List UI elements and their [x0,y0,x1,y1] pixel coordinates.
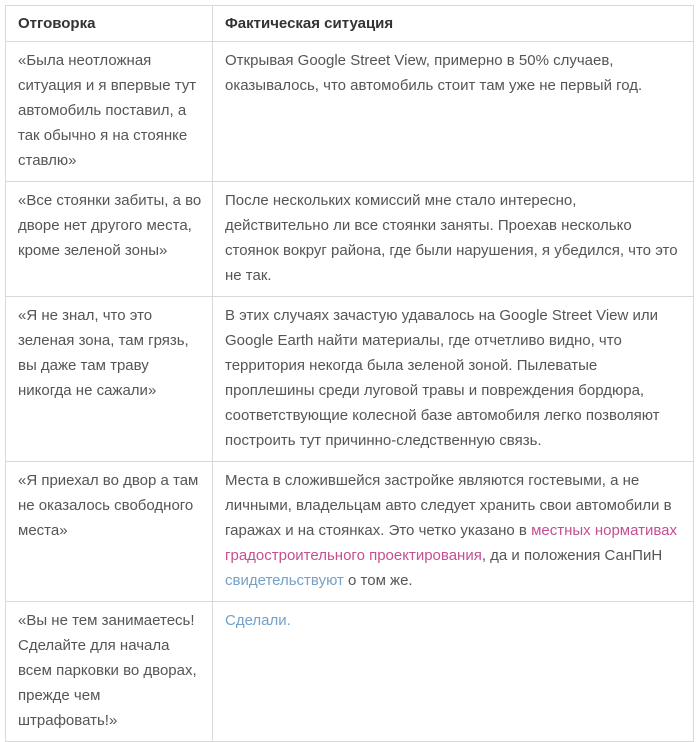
fact-cell [213,42,694,182]
column-header-fact: Фактическая ситуация [213,6,694,42]
fact-cell [213,462,694,602]
text-segment: , да и положения СанПиН [481,547,663,564]
inline-link[interactable]: свидетельствуют [225,572,344,589]
fact-cell [213,297,694,462]
text-segment: о том же. [343,572,413,589]
excuse-cell: «Была неотложная ситуация и я впервые тут автомобиль поставил, а так обычно я на стоянке ставлю» [6,42,213,182]
text-segment: Открывая Google Street View, примерно в 50% случаев, оказывалось, что автомобиль стоит там уже не первый год. [225,52,643,94]
inline-link[interactable]: местных нормативах градостроительного проектирования [225,522,678,564]
inline-link[interactable]: Сделали. [225,612,291,629]
fact-cell [213,182,694,297]
table-row [6,462,694,602]
excuse-cell: «Вы не тем занимаетесь! Сделайте для начала всем парковки во дворах, прежде чем штрафовать!» [6,602,213,742]
excuse-cell: «Я не знал, что это зеленая зона, там грязь, вы даже там траву никогда не сажали» [6,297,213,462]
text-segment: Места в сложившейся застройке являются гостевыми, а не личными, владельцам авто следует хранить свои автомобили в гаражах и на стоянках. Это четко указано в [225,472,672,539]
table-row [6,42,694,182]
column-header-excuse: Отговорка [6,6,213,42]
table-row [6,602,694,742]
table-row [6,297,694,462]
table-row [6,182,694,297]
excuse-fact-table [5,5,694,742]
excuse-cell: «Я приехал во двор а там не оказалось свободного места» [6,462,213,602]
text-segment: После нескольких комиссий мне стало интересно, действительно ли все стоянки заняты. Проехав несколько стоянок вокруг района, где были нарушения, я убедился, что это не так. [225,192,678,284]
fact-cell [213,602,694,742]
text-segment: В этих случаях зачастую удавалось на Google Street View или Google Earth найти материалы, где отчетливо видно, что территория некогда была зеленой зоной. Пылеватые проплешины среди луговой травы и повреждения бордюра, соответствующие колесной базе автомобиля легко позволяют построить тут причинно-следственную связь. [225,307,660,449]
table-header-row [6,6,694,42]
excuse-cell: «Все стоянки забиты, а во дворе нет другого места, кроме зеленой зоны» [6,182,213,297]
